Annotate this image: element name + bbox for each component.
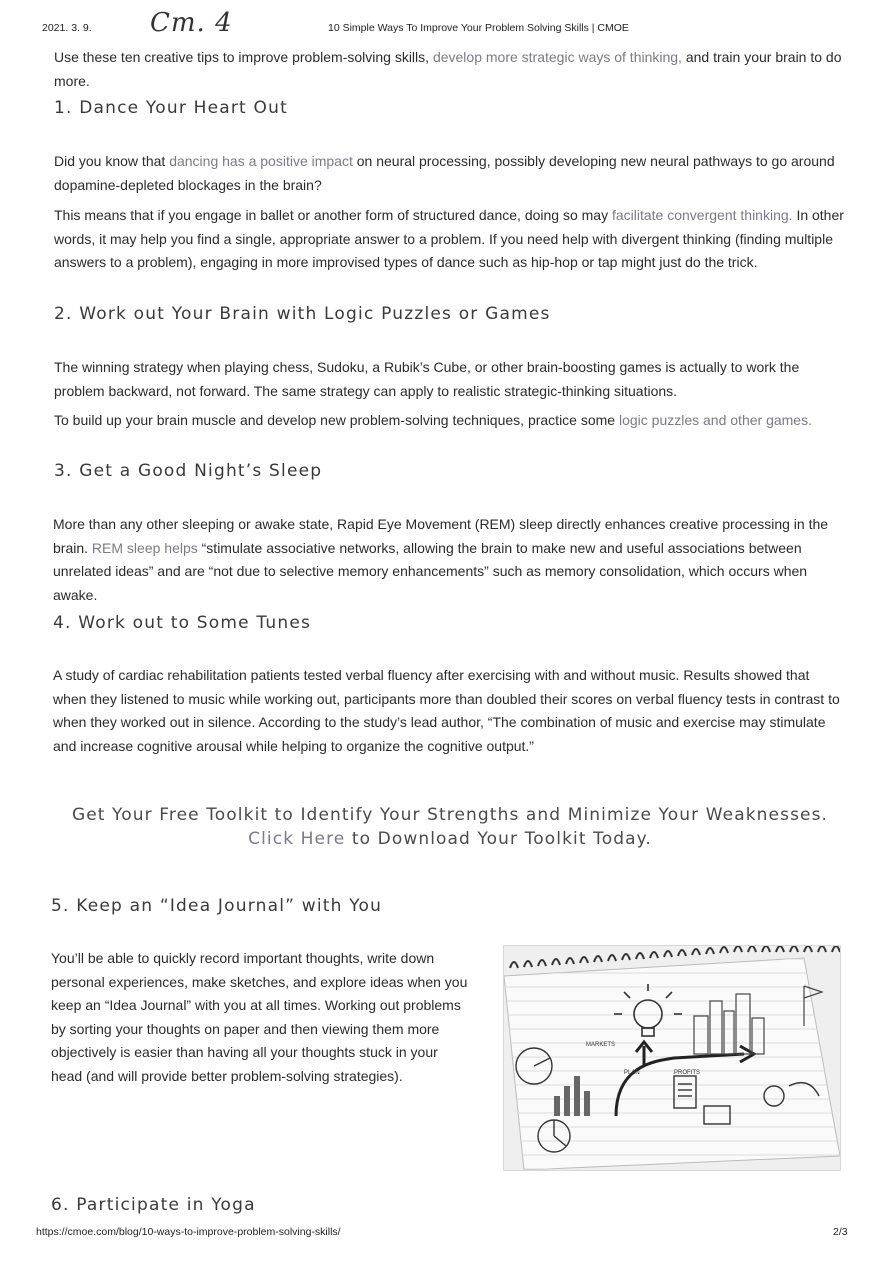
s1-p2-text-a: This means that if you engage in ballet or another form of structured dance, doing so may <box>54 207 609 223</box>
section-2-heading: 2. Work out Your Brain with Logic Puzzles or Games <box>54 304 551 324</box>
handwritten-note: Cm. 4 <box>150 8 233 38</box>
cta-line-2 <box>40 827 860 851</box>
s3-p1-text-a: More than any other sleeping or awake state, Rapid Eye Movement (REM) sleep directly enhances creative processing in the brain. <box>53 516 829 556</box>
section-4-paragraph-1: A study of cardiac rehabilitation patients tested verbal fluency after exercising with and without music. Results showed that when they listened to music while working out, participants more than doubled their scores on verbal fluency tests in contrast to when they worked out in silence. According to the study’s lead author, “The combination of music and exercise may stimulate and increase cognitive arousal while helping to organize the cognitive output.” <box>53 667 840 754</box>
intro-link[interactable]: develop more strategic ways of thinking, <box>432 49 682 65</box>
s3-p1-text-b: “stimulate associative networks, allowing the brain to make new and useful associations between unrelated ideas” and are “not due to selective memory enhancements” such as memory consolidation, which occurs when awake. <box>53 539 808 603</box>
intro-text: Use these ten creative tips to improve problem-solving skills, <box>54 49 430 65</box>
section-2-paragraph-1: The winning strategy when playing chess, Sudoku, a Rubik’s Cube, or other brain-boosting games is actually to work the problem backward, not forward. The same strategy can apply to realistic strategic-thinking situations. <box>54 359 800 399</box>
s1-p2-text-b: In other words, it may help you find a single, appropriate answer to a problem. If you need help with divergent thinking (finding multiple answers to a problem), engaging in more improvised types of dance such as hip-hop or tap might just do the trick. <box>54 207 844 270</box>
cta-line-1: Get Your Free Toolkit to Identify Your Strengths and Minimize Your Weaknesses. <box>71 805 829 825</box>
intro-paragraph <box>54 46 844 93</box>
image-label-plan: PLAN <box>624 1070 640 1076</box>
section-4-heading: 4. Work out to Some Tunes <box>53 613 312 633</box>
footer-url: https://cmoe.com/blog/10-ways-to-improve-problem-solving-skills/ <box>36 1226 341 1238</box>
cta-click-here-link[interactable]: Click Here <box>248 829 346 849</box>
page-title: 10 Simple Ways To Improve Your Problem Solving Skills | CMOE <box>328 22 629 34</box>
section-1-heading: 1. Dance Your Heart Out <box>54 98 288 118</box>
image-label-markets: MARKETS <box>586 1042 616 1048</box>
s3-rem-sleep-link[interactable]: REM sleep helps <box>91 539 198 556</box>
intro-text-end: and train your brain to do more. <box>54 49 842 89</box>
s1-p1-text-b: on neural processing, possibly developing new neural pathways to go around dopamine-depleted blockages in the brain? <box>54 153 835 193</box>
s2-logic-puzzles-link[interactable]: logic puzzles and other games. <box>618 412 812 428</box>
print-date: 2021. 3. 9. <box>42 22 92 34</box>
section-1-paragraph-2 <box>54 204 846 275</box>
cta-line-2-text: to Download Your Toolkit Today. <box>351 829 652 849</box>
notebook-sketch-illustration <box>504 946 840 1170</box>
section-3-paragraph-1 <box>53 513 845 607</box>
section-5-paragraph-1: You’ll be able to quickly record important thoughts, write down personal experiences, make sketches, and explore ideas when you keep an “Idea Journal” with you at all times. Working out problems by sorting your thoughts on paper and then viewing them more objectively is easier than having all your thoughts stuck in your head (and will provide better problem-solving strategies). <box>51 950 468 1084</box>
section-3-heading: 3. Get a Good Night’s Sleep <box>54 461 323 481</box>
s1-dance-link[interactable]: dancing has a positive impact <box>169 153 353 169</box>
s1-p1-text-a: Did you know that <box>54 153 166 169</box>
section-6-heading: 6. Participate in Yoga <box>51 1195 256 1215</box>
idea-journal-image <box>503 945 841 1171</box>
image-label-profits: PROFITS <box>674 1070 701 1076</box>
section-2-paragraph-2 <box>54 409 846 433</box>
toolkit-cta <box>40 803 860 851</box>
s2-p2-text: To build up your brain muscle and develop new problem-solving techniques, practice some <box>54 412 616 428</box>
footer-page-number: 2/3 <box>833 1226 848 1238</box>
section-1-paragraph-1 <box>54 150 846 197</box>
s1-convergent-link[interactable]: facilitate convergent thinking. <box>611 207 793 223</box>
section-5-heading: 5. Keep an “Idea Journal” with You <box>51 896 383 916</box>
